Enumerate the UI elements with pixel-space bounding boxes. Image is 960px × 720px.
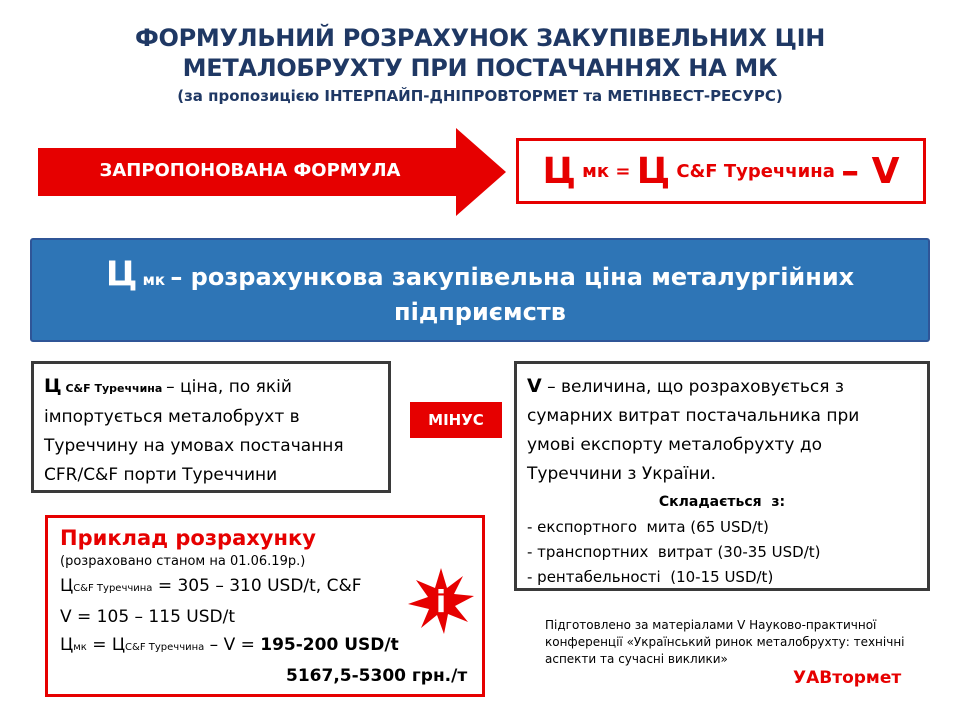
example-l1-value: = 305 – 310 USD/t, C&F [152,576,362,596]
formula-tail: – V [841,150,900,192]
source-note: Підготовлено за матеріалами V Науково-практичної конференції «Український ринок металобрухту: технічні аспекти та сучасні виклики» [545,618,905,666]
formula-mk: мк = [575,160,637,182]
v-value-box [514,361,930,591]
example-l3-sub1: мк [73,642,87,653]
list-item: - експортного мита (65 USD/t) [527,518,769,536]
example-heading: Приклад розрахунку [60,526,316,550]
example-l2: V = 105 – 115 USD/t [60,607,236,627]
definition-sub: мк [137,271,171,289]
example-result-uah: 5167,5-5300 грн./т [286,666,468,686]
title-line-1: ФОРМУЛЬНИЙ РОЗРАХУНОК ЗАКУПІВЕЛЬНИХ ЦІН [135,24,825,52]
example-date: (розраховано станом на 01.06.19р.) [60,554,306,569]
cf-sub: C&F Туреччина [61,382,167,395]
v-text-2: сумарних витрат постачальника при [527,406,860,426]
list-item: - транспортних витрат (30-35 USD/t) [527,543,821,561]
v-text-4: Туреччини з України. [527,464,716,484]
formula-box [516,138,926,204]
list-item: - рентабельності (10-15 USD/t) [527,568,774,586]
example-l3-sub2: C&F Туреччина [125,642,205,653]
example-l1-sub: C&F Туреччина [73,583,153,594]
formula-symbol-1: Ц [542,150,576,192]
example-l3-eq: = Ц [86,635,126,655]
example-l3-symbol: Ц [60,635,74,655]
minus-badge: МІНУС [410,402,502,438]
definition-text-1: – розрахункова закупівельна ціна металургійних [170,263,855,291]
v-text-3: умові експорту металобрухту до [527,435,822,455]
example-l1-symbol: Ц [60,576,74,596]
v-text-1: – величина, що розраховується з [541,377,844,397]
cf-text-2: імпортується металобрухт в [44,407,300,427]
title-line-2: МЕТАЛОБРУХТУ ПРИ ПОСТАЧАННЯХ НА МК [182,54,778,82]
title-subtitle: (за пропозицією ІНТЕРПАЙП-ДНІПРОВТОРМЕТ та МЕТІНВЕСТ-РЕСУРС) [177,87,783,105]
v-symbol: V [527,375,542,397]
arrow-label: ЗАПРОПОНОВАНА ФОРМУЛА [99,160,401,181]
v-subhead: Складається з: [658,494,786,510]
cf-text-1: – ціна, по якій [166,377,292,397]
example-l3-minus: – V = [204,635,261,655]
brand-logo-text: УАВтормет [793,668,902,688]
cf-price-box [31,361,391,493]
definition-banner [30,238,930,342]
info-letter: i [435,585,447,620]
info-starburst-icon [408,568,474,634]
cf-text-3: Туреччину на умовах постачання [44,436,344,456]
definition-text-2: підприємств [394,298,566,326]
example-result-usd: 195-200 USD/t [260,635,399,655]
cf-text-4: CFR/C&F порти Туреччини [44,465,278,485]
formula-cf: C&F Туреччина [670,160,842,182]
definition-symbol: Ц [105,254,138,294]
cf-symbol: Ц [44,375,62,397]
formula-symbol-2: Ц [636,150,671,192]
